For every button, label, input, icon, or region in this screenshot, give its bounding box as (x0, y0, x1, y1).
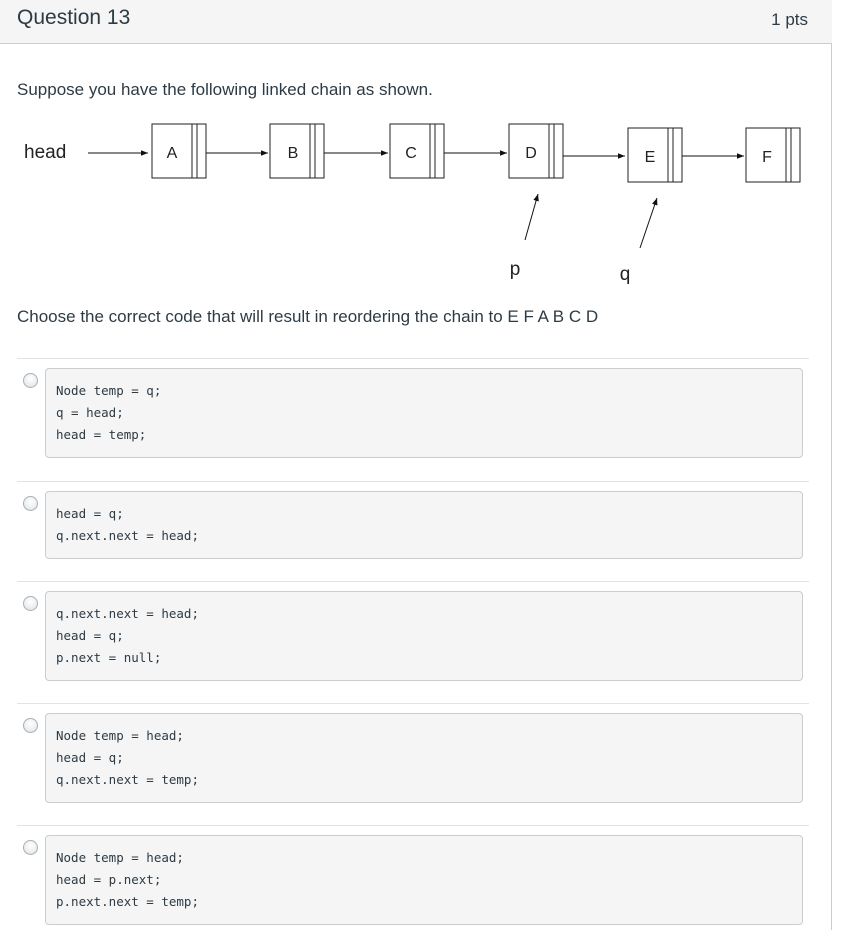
node-c-label: C (405, 145, 417, 162)
answer-option-4[interactable] (17, 703, 809, 803)
code-line: q.next.next = temp; (56, 772, 199, 787)
answer-option-5[interactable] (17, 825, 809, 925)
node-a (152, 124, 206, 178)
code-line: head = temp; (56, 427, 147, 442)
node-d-label: D (525, 145, 537, 162)
code-line: head = q; (56, 628, 124, 643)
code-line: q = head; (56, 405, 124, 420)
code-line: Node temp = head; (56, 850, 184, 865)
linked-chain-diagram (0, 110, 832, 300)
answer-code-3[interactable] (45, 591, 803, 681)
code-line: p.next.next = temp; (56, 894, 199, 909)
answer-code-2[interactable] (45, 491, 803, 559)
node-d (509, 124, 563, 178)
answer-code-1[interactable] (45, 368, 803, 458)
question-points: 1 pts (771, 10, 808, 29)
question-prompt: Suppose you have the following linked chain as shown. (17, 80, 433, 99)
answer-radio-4[interactable] (23, 718, 38, 733)
answer-radio-5[interactable] (23, 840, 38, 855)
code-line: q.next.next = head; (56, 528, 199, 543)
node-c (390, 124, 444, 178)
code-line: Node temp = q; (56, 383, 162, 398)
answer-radio-3[interactable] (23, 596, 38, 611)
pointer-q-label: q (619, 264, 631, 285)
pointer-p-arrow (525, 194, 538, 240)
node-b-label: B (287, 145, 299, 162)
head-label: head (24, 142, 67, 163)
code-line: head = p.next; (56, 872, 162, 887)
answer-option-3[interactable] (17, 581, 809, 681)
answer-code-5[interactable] (45, 835, 803, 925)
answer-radio-2[interactable] (23, 496, 38, 511)
question-title: Question 13 (17, 6, 131, 29)
pointer-q-arrow (640, 198, 657, 248)
code-line: p.next = null; (56, 650, 162, 665)
node-e (628, 128, 682, 182)
code-line: q.next.next = head; (56, 606, 199, 621)
node-e-label: E (644, 149, 656, 166)
node-b (270, 124, 324, 178)
pointer-p-label: p (509, 259, 521, 280)
answer-option-2[interactable] (17, 481, 809, 561)
answer-radio-1[interactable] (23, 373, 38, 388)
node-f-label: F (762, 149, 772, 166)
code-line: Node temp = head; (56, 728, 184, 743)
answer-code-4[interactable] (45, 713, 803, 803)
node-f (746, 128, 800, 182)
question-header (0, 0, 832, 44)
code-line: head = q; (56, 506, 124, 521)
question-instruction: Choose the correct code that will result in reordering the chain to E F A B C D (17, 307, 599, 326)
code-line: head = q; (56, 750, 124, 765)
node-a-label: A (166, 145, 178, 162)
answer-option-1[interactable] (17, 358, 809, 458)
